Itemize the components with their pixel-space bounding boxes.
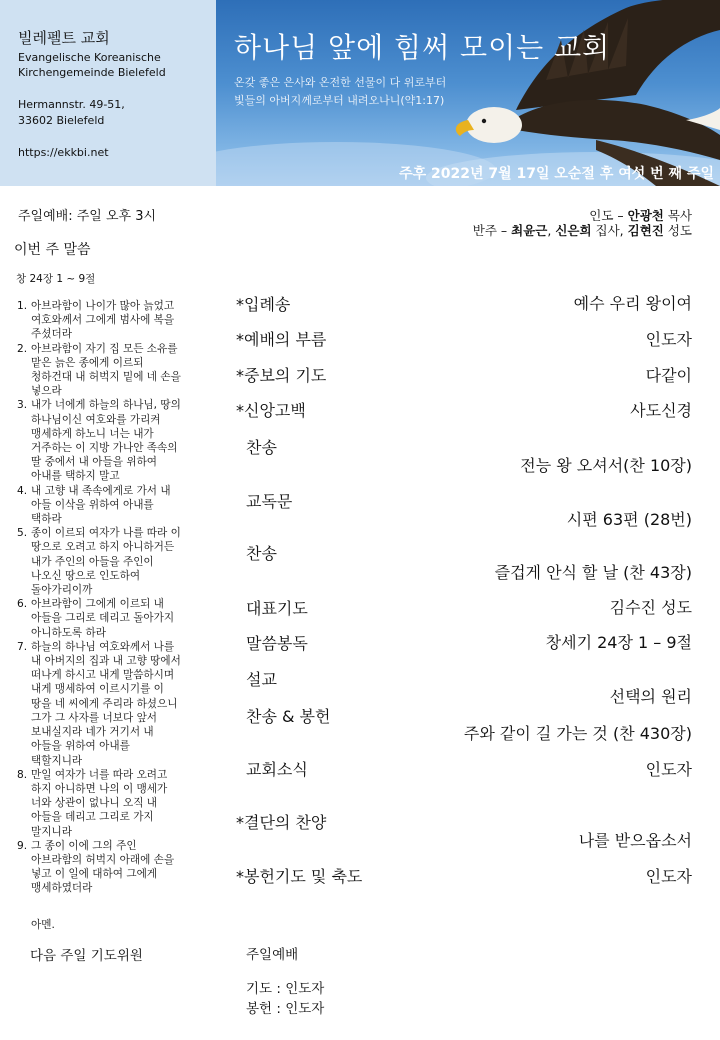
order-item-value: 김수진 성도 — [609, 598, 692, 617]
church-website[interactable]: https://ekkbi.net — [18, 146, 109, 159]
verse-line: 땅으로 오려고 하지 아니하거든 — [31, 541, 175, 554]
verse-item — [17, 484, 212, 527]
verse-line: 아니하도록 하라 — [31, 626, 107, 639]
service-time: 주일예배: 주일 오후 3시 — [18, 209, 157, 224]
church-name: 빌레펠트 교회 — [18, 29, 110, 47]
order-item-name: 찬송 — [246, 544, 277, 563]
church-slogan: 하나님 앞에 힘써 모이는 교회 — [234, 31, 611, 64]
next-week-service-title: 주일예배 — [246, 947, 299, 963]
next-week-offering: 봉헌 : 인도자 — [246, 1001, 325, 1017]
verse-number: 1. — [17, 300, 28, 312]
order-item-name: 찬송 — [246, 438, 277, 457]
service-accompanist — [473, 221, 692, 239]
verse-line: 보내실지라 네가 거기서 내 — [31, 726, 154, 739]
order-item-value: 창세기 24장 1 – 9절 — [545, 633, 692, 652]
leader-name: 안광천 — [627, 208, 664, 223]
order-item-name: 설교 — [246, 670, 277, 689]
address-city: 33602 Bielefeld — [18, 114, 105, 127]
order-item-value: 주와 같이 길 가는 것 (찬 430장) — [463, 724, 692, 743]
verse-line: 하지 아니하면 나의 이 맹세가 — [31, 782, 168, 795]
order-item-value: 인도자 — [645, 760, 692, 779]
verse-line: 아내를 택하지 말고 — [31, 470, 120, 483]
order-item-name: 교회소식 — [246, 760, 308, 779]
accompanist-name-2: 신은희 — [555, 223, 592, 238]
verse-line: 종이 이르되 여자가 나를 따라 이 — [31, 527, 181, 540]
order-item-name: 말씀봉독 — [246, 634, 308, 653]
verse-item — [17, 526, 212, 597]
scripture-reference: 창 24장 1 ~ 9절 — [16, 273, 96, 285]
verse-line: 너와 상관이 없나니 오직 내 — [31, 797, 158, 810]
verse-line: 아들을 그리로 데리고 돌아가지 — [31, 612, 175, 625]
accompanist-title-1: 집사, — [591, 223, 628, 238]
order-item-value: 나를 받으옵소서 — [578, 831, 692, 850]
verse-number: 7. — [17, 640, 28, 653]
verse-line: 택하라 — [31, 513, 62, 526]
order-item-value: 즐겁게 안식 할 날 (찬 43장) — [494, 563, 692, 582]
order-item-name: *신앙고백 — [236, 401, 306, 420]
order-item-value: 인도자 — [645, 330, 692, 349]
leader-label: 인도 – — [589, 208, 628, 223]
verse-line: 하늘의 하나님 여호와께서 나를 — [31, 640, 175, 653]
verse-line: 맡은 늙은 종에게 이르되 — [31, 356, 144, 369]
church-name-german-line2: Kirchengemeinde Bielefeld — [18, 66, 166, 79]
banner-verse-line1: 온갖 좋은 은사와 온전한 선물이 다 위로부터 — [234, 76, 447, 89]
verse-line: 아들을 데리고 그리로 가지 — [31, 811, 154, 824]
accompanist-label: 반주 – — [472, 223, 512, 238]
verse-item — [17, 342, 212, 399]
verse-number: 4. — [17, 484, 28, 497]
verse-number: 6. — [17, 598, 28, 611]
order-item-value: 예수 우리 왕이여 — [573, 294, 692, 313]
order-item-value: 사도신경 — [630, 401, 692, 420]
verse-item — [17, 299, 212, 342]
verse-line: 내 아버지의 집과 내 고향 땅에서 — [31, 655, 181, 668]
verse-line: 넣고 이 일에 대하여 그에게 — [31, 868, 158, 881]
amen: 아멘. — [31, 919, 55, 931]
service-date: 주후 2022년 7월 17일 오순절 후 여섯 번 째 주일 — [399, 166, 714, 182]
accompanist-name-1: 최윤근 — [511, 223, 548, 238]
verse-line: 맹세하였더라 — [31, 882, 93, 895]
verse-line: 내게 맹세하여 이르시기를 이 — [31, 683, 164, 696]
leader-title: 목사 — [663, 208, 692, 223]
verse-item — [17, 768, 212, 839]
verse-number: 8. — [17, 768, 28, 781]
verse-line: 내가 너에게 하늘의 하나님, 땅의 — [31, 399, 181, 412]
this-week-word-heading: 이번 주 말씀 — [14, 242, 91, 258]
verse-line: 아들을 위하여 아내를 — [31, 740, 130, 753]
verse-line: 아브라함이 나이가 많아 늙었고 — [31, 300, 175, 312]
order-item-name: *봉헌기도 및 축도 — [236, 867, 363, 886]
next-week-prayer-heading: 다음 주일 기도위원 — [30, 948, 143, 964]
banner-verse-line2: 빛들의 아버지께로부터 내려오나니(약1:17) — [234, 94, 445, 107]
verse-line: 돌아가리이까 — [31, 584, 93, 597]
order-item-name: *중보의 기도 — [236, 366, 327, 385]
order-item-value: 시편 63편 (28번) — [566, 510, 692, 529]
order-item-name: 교독문 — [246, 492, 293, 511]
verse-line: 청하건대 내 허벅지 밑에 네 손을 — [31, 371, 181, 384]
verse-line: 주셨더라 — [31, 328, 72, 341]
verse-line: 아들 이삭을 위하여 아내를 — [31, 498, 154, 511]
verse-line: 말지니라 — [31, 825, 72, 838]
verse-number: 9. — [17, 839, 28, 852]
order-item-name: 찬송 & 봉헌 — [246, 707, 331, 726]
scripture-verses — [17, 299, 212, 896]
verse-line: 만일 여자가 너를 따라 오려고 — [31, 768, 168, 781]
order-item-name: 대표기도 — [246, 599, 308, 618]
verse-line: 아브라함의 허벅지 아래에 손을 — [31, 853, 175, 866]
order-item-value: 다같이 — [645, 366, 692, 385]
verse-line: 떠나게 하시고 내게 말씀하시며 — [31, 669, 175, 682]
order-item-value: 선택의 원리 — [609, 687, 692, 706]
verse-number: 5. — [17, 527, 28, 540]
verse-line: 내가 주인의 아들을 주인이 — [31, 555, 154, 568]
banner — [216, 0, 720, 186]
accompanist-separator: , — [547, 223, 556, 238]
address-street: Hermannstr. 49-51, — [18, 98, 125, 111]
verse-line: 땅을 네 씨에게 주리라 하셨으니 — [31, 697, 178, 710]
verse-number: 2. — [17, 342, 28, 355]
verse-line: 아브라함이 자기 집 모든 소유를 — [31, 342, 178, 355]
verse-line: 하나님이신 여호와를 가리켜 — [31, 413, 161, 426]
verse-line: 내 고향 내 족속에게로 가서 내 — [31, 484, 171, 497]
order-item-name: *입례송 — [236, 295, 291, 314]
church-info-panel — [0, 0, 216, 186]
verse-line: 맹세하게 하노니 너는 내가 — [31, 427, 154, 440]
verse-line: 택할지니라 — [31, 754, 83, 767]
order-item-name: *결단의 찬양 — [236, 813, 327, 832]
order-item-name: *예배의 부름 — [236, 330, 327, 349]
verse-line: 그가 그 사자를 너보다 앞서 — [31, 711, 158, 724]
accompanist-name-3: 김현진 — [627, 223, 664, 238]
verse-line: 나오신 땅으로 인도하여 — [31, 569, 141, 582]
verse-line: 넣으라 — [31, 385, 62, 398]
accompanist-title-2: 성도 — [663, 223, 692, 238]
verse-item — [17, 597, 212, 640]
next-week-prayer: 기도 : 인도자 — [246, 981, 325, 997]
verse-line: 그 종이 이에 그의 주인 — [31, 839, 137, 852]
verse-line: 거주하는 이 지방 가나안 족속의 — [31, 442, 178, 455]
verse-line: 딸 중에서 내 아들을 위하여 — [31, 456, 158, 469]
order-item-value: 전능 왕 오셔서(찬 10장) — [520, 456, 692, 475]
verse-line: 여호와께서 그에게 범사에 복을 — [31, 314, 175, 327]
verse-number: 3. — [17, 399, 28, 412]
church-name-german-line1: Evangelische Koreanische — [18, 51, 161, 64]
order-item-value: 인도자 — [645, 867, 692, 886]
verse-line: 아브라함이 그에게 이르되 내 — [31, 598, 164, 611]
verse-item — [17, 839, 212, 896]
verse-item — [17, 640, 212, 768]
verse-item — [17, 398, 212, 483]
